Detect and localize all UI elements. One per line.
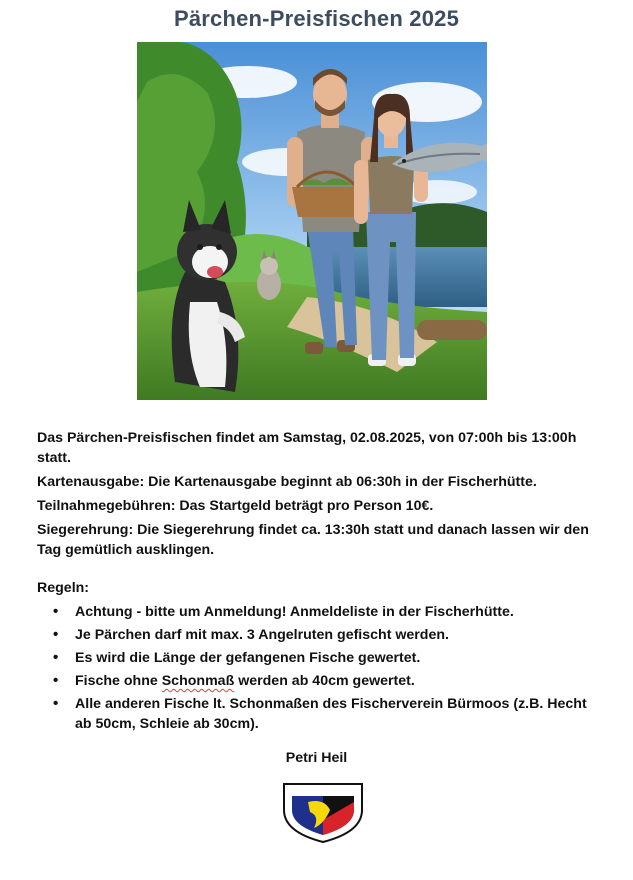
- fee-info-text: Teilnahmegebühren: Das Startgeld beträgt pro Person 10€.: [37, 498, 434, 514]
- couple-fishing-illustration: [137, 42, 487, 400]
- rules-heading: Regeln:: [37, 580, 90, 596]
- signature: Petri Heil: [285, 750, 348, 766]
- page-title: Pärchen-Preisfischen 2025: [173, 6, 460, 31]
- rule-item: • Es wird die Länge der gefangenen Fische gewertet.: [75, 648, 597, 668]
- rule-item-text: werden ab 40cm gewertet.: [234, 673, 415, 689]
- rule-item: [75, 671, 597, 691]
- award-ceremony-text: Siegerehrung: Die Siegerehrung findet ca. 13:30h statt und danach lassen wir den Tag gemütlich ausklingen.: [37, 522, 589, 558]
- fischerverein-logo-icon: [280, 780, 366, 844]
- club-logo: [280, 780, 366, 844]
- spellcheck-marked-word: Schonmaß: [161, 673, 235, 689]
- event-date-text: Das Pärchen-Preisfischen findet am Samstag, 02.08.2025, von 07:00h bis 13:00h statt.: [37, 430, 577, 466]
- rule-item: • Achtung - bitte um Anmeldung! Anmeldeliste in der Fischerhütte.: [75, 602, 597, 622]
- event-details: [37, 428, 597, 737]
- event-photo: [137, 42, 487, 400]
- rule-item: • Alle anderen Fische lt. Schonmaßen des Fischerverein Bürmoos (z.B. Hecht ab 50cm, Schleie ab 30cm).: [75, 694, 597, 734]
- rules-list: [37, 602, 597, 734]
- ticket-info-text: Kartenausgabe: Die Kartenausgabe beginnt ab 06:30h in der Fischerhütte.: [37, 474, 537, 490]
- rule-item: • Je Pärchen darf mit max. 3 Angelruten gefischt werden.: [75, 625, 597, 645]
- rule-item-text: Fische ohne: [75, 673, 162, 689]
